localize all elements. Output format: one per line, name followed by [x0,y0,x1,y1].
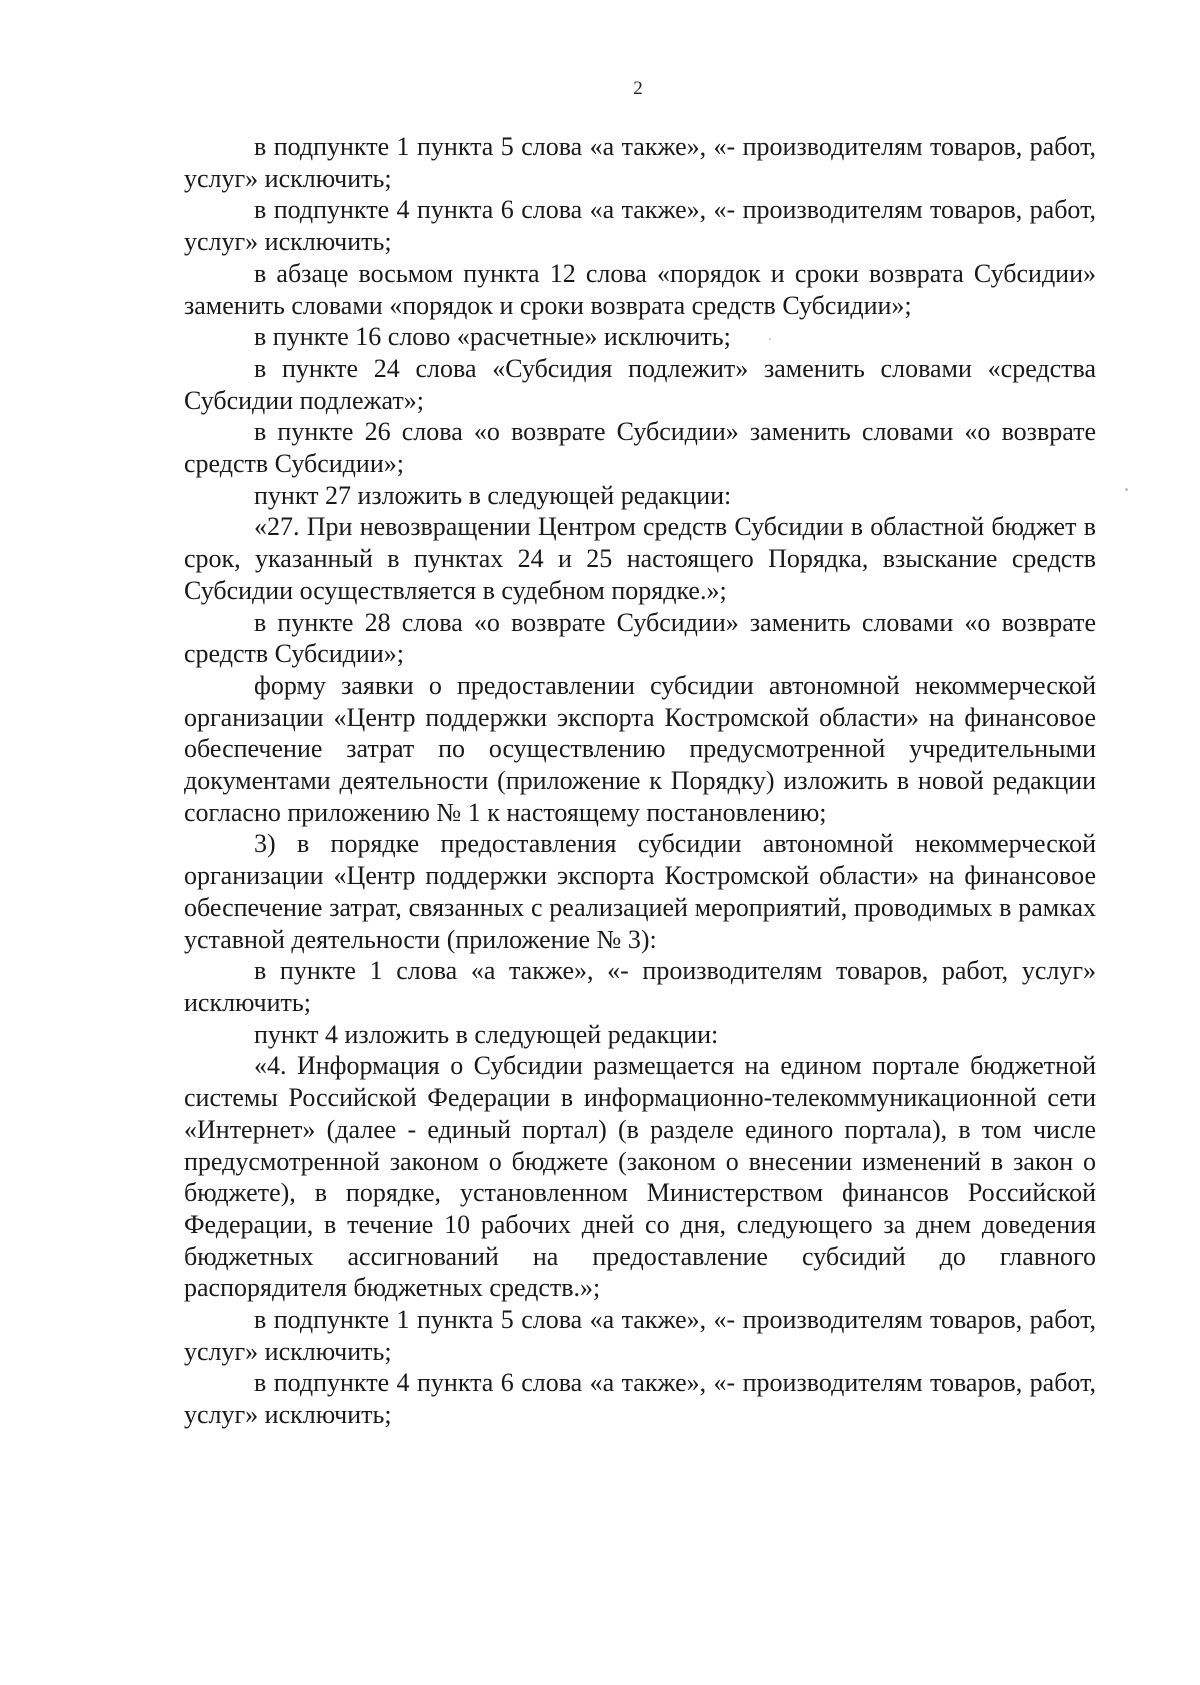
paragraph: в пункте 24 слова «Субсидия подлежит» заменить словами «средства Субсидии подлежат»; [184,353,1096,415]
paragraph: «4. Информация о Субсидии размещается на едином портале бюджетной системы Российской Федерации в информационно-телекоммуникационной сети «Интернет» (далее - единый портал) (в разделе единого портала), в том числе предусмотренной законом о бюджете (законом о внесении изменений в закон о бюджете), в порядке, установленном Министерством финансов Российской Федерации, в течение 10 рабочих дней со дня, следующего за днем доведения бюджетных ассигнований на предоставление субсидий до главного распорядителя бюджетных средств.»; [184,1051,1096,1303]
paragraph: в пункте 1 слова «а также», «- производителям товаров, работ, услуг» исключить; [184,956,1096,1017]
paragraph: пункт 4 изложить в следующей редакции: [254,1019,719,1049]
document-body [184,131,1096,1431]
paragraph: пункт 27 изложить в следующей редакции: [254,480,732,510]
scan-speck [1125,488,1128,491]
paragraph: форму заявки о предоставлении субсидии автономной некоммерческой организации «Центр поддержки экспорта Костромской области» на финансовое обеспечение затрат по осуществлению предусмотренной учредительными документами деятельности (приложение к Порядку) изложить в новой редакции согласно приложению № 1 к настоящему постановлению; [184,670,1096,827]
paragraph: в подпункте 1 пункта 5 слова «а также», «- производителям товаров, работ, услуг» исключить; [184,1305,1096,1366]
page-number: 2 [633,78,643,99]
paragraph: 3) в порядке предоставления субсидии автономной некоммерческой организации «Центр поддержки экспорта Костромской области» на финансовое обеспечение затрат, связанных с реализацией мероприятий, проводимых в рамках уставной деятельности (приложение № 3): [184,829,1096,954]
paragraph: в подпункте 4 пункта 6 слова «а также», «- производителям товаров, работ, услуг» исключить; [184,195,1096,257]
paragraph: в абзаце восьмом пункта 12 слова «порядок и сроки возврата Субсидии» заменить словами «порядок и сроки возврата средств Субсидии»; [184,258,1096,320]
scan-speck [769,338,771,340]
paragraph: в подпункте 1 пункта 5 слова «а также», «- производителям товаров, работ, услуг» исключить; [184,132,1096,193]
paragraph: в пункте 16 слово «расчетные» исключить; [254,322,731,352]
paragraph: в подпункте 4 пункта 6 слова «а также», «- производителям товаров, работ, услуг» исключить; [184,1368,1096,1430]
paragraph: в пункте 28 слова «о возврате Субсидии» заменить словами «о возврате средств Субсидии»; [184,607,1096,669]
paragraph: «27. При невозвращении Центром средств Субсидии в областной бюджет в срок, указанный в пунктах 24 и 25 настоящего Порядка, взыскание средств Субсидии осуществляется в судебном порядке.»; [184,512,1096,605]
paragraph: в пункте 26 слова «о возврате Субсидии» заменить словами «о возврате средств Субсидии»; [184,417,1096,479]
